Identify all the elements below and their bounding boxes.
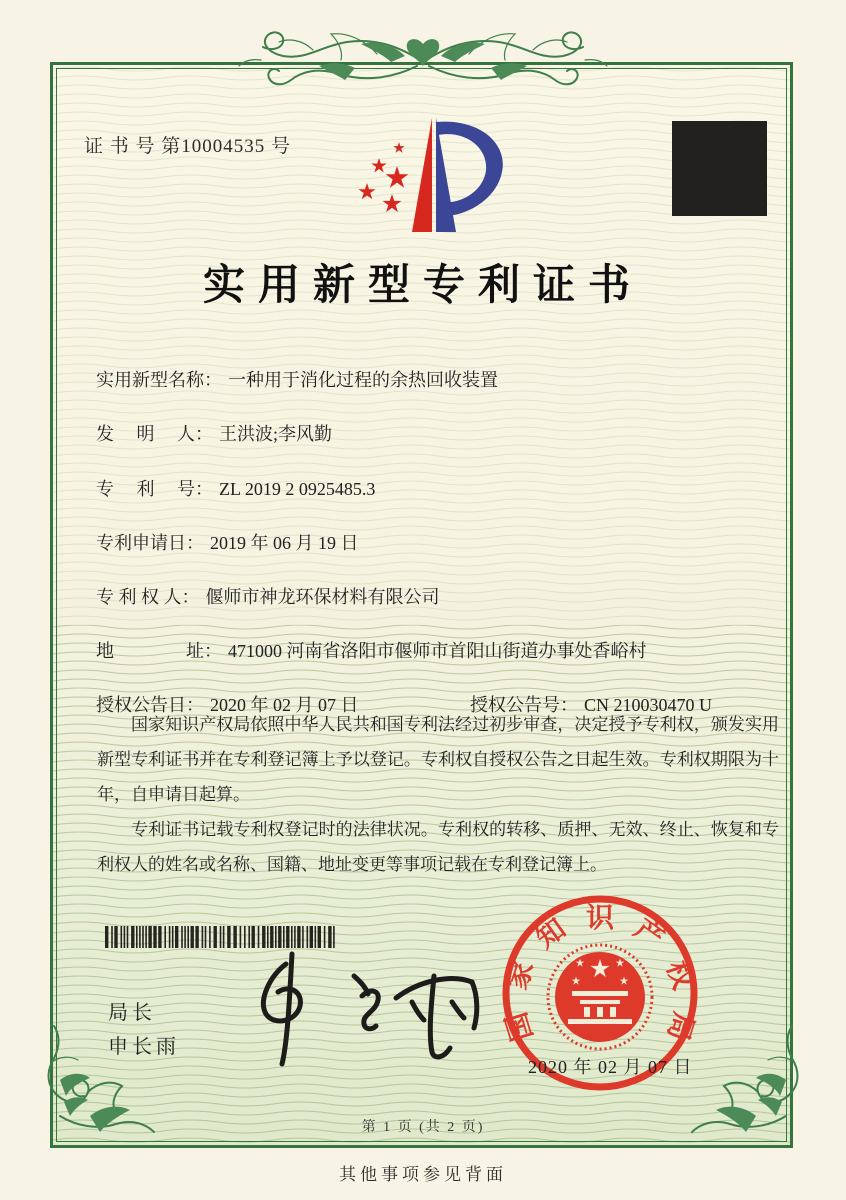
field-row-inventor: 发 明 人： 王洪波;李风勤 — [96, 420, 332, 446]
field-row-grant-date: 授权公告日： 2020 年 02 月 07 日 — [96, 691, 359, 717]
field-row-grant-no: 授权公告号： CN 210030470 U — [470, 691, 712, 717]
field-label: 专 利 权 人 — [96, 587, 182, 607]
top-flourish-ornament — [233, 16, 613, 100]
svg-text:局: 局 — [660, 1008, 699, 1045]
qr-code-icon — [672, 121, 767, 216]
field-value: 王洪波;李风勤 — [219, 424, 333, 444]
field-row-patentee: 专 利 权 人： 偃师市神龙环保材料有限公司 — [96, 583, 440, 609]
officer-role: 局长 — [108, 1002, 156, 1024]
certificate-number: 证 书 号 第10004535 号 — [84, 136, 292, 157]
back-side-note: 其他事项参见背面 — [339, 1165, 507, 1184]
field-label: 实用新型名称 — [96, 370, 204, 390]
svg-text:权: 权 — [659, 957, 699, 994]
legal-paragraph-1: 国家知识产权局依照中华人民共和国专利法经过初步审查，决定授予专利权，颁发实用新型专利证书并在专利登记簿上予以登记。专利权自授权公告之日起生效。专利权期限为十年，自申请日起算。 — [97, 715, 779, 804]
handwritten-signature-icon — [238, 948, 488, 1068]
seal-date: 2020 年 02 月 07 日 — [528, 1057, 693, 1077]
certificate-title: 实用新型专利证书 — [202, 263, 643, 309]
officer-name: 申长雨 — [108, 1036, 180, 1058]
field-row-filing-date: 专利申请日： 2019 年 06 月 19 日 — [96, 529, 359, 555]
svg-text:家: 家 — [501, 957, 541, 994]
field-label: 发 明 人 — [96, 424, 195, 444]
field-value: 2019 年 06 月 19 日 — [210, 533, 359, 553]
field-value: 2020 年 02 月 07 日 — [210, 695, 359, 715]
svg-text:知: 知 — [530, 913, 572, 955]
field-row-address: 地 址： 471000 河南省洛阳市偃师市首阳山街道办事处香峪村 — [96, 637, 647, 663]
svg-text:识: 识 — [585, 903, 615, 934]
page-number: 第 1 页 (共 2 页) — [361, 1120, 485, 1135]
field-label: 专 利 号 — [96, 479, 195, 499]
field-label: 授权公告号 — [470, 695, 560, 715]
svg-text:国: 国 — [501, 1008, 540, 1045]
field-label: 地 址 — [96, 641, 204, 661]
barcode-icon — [105, 926, 335, 948]
field-value: 一种用于消化过程的余热回收装置 — [228, 370, 498, 390]
field-value: 偃师市神龙环保材料有限公司 — [205, 587, 440, 607]
field-value: ZL 2019 2 0925485.3 — [219, 479, 376, 499]
field-row-patent-no: 专 利 号： ZL 2019 2 0925485.3 — [96, 475, 375, 501]
field-value: CN 210030470 U — [584, 695, 713, 715]
svg-text:产: 产 — [628, 913, 670, 955]
field-value: 471000 河南省洛阳市偃师市首阳山街道办事处香峪村 — [228, 641, 647, 661]
cnipa-logo-icon — [348, 110, 518, 235]
field-label: 授权公告日 — [96, 695, 186, 715]
legal-paragraph-2: 专利证书记载专利权登记时的法律状况。专利权的转移、质押、无效、终止、恢复和专利权人的姓名或名称、国籍、地址变更等事项记载在专利登记簿上。 — [97, 820, 779, 874]
field-row-name: 实用新型名称： 一种用于消化过程的余热回收装置 — [96, 366, 498, 392]
legal-text-block — [97, 707, 779, 882]
field-label: 专利申请日 — [96, 533, 186, 553]
